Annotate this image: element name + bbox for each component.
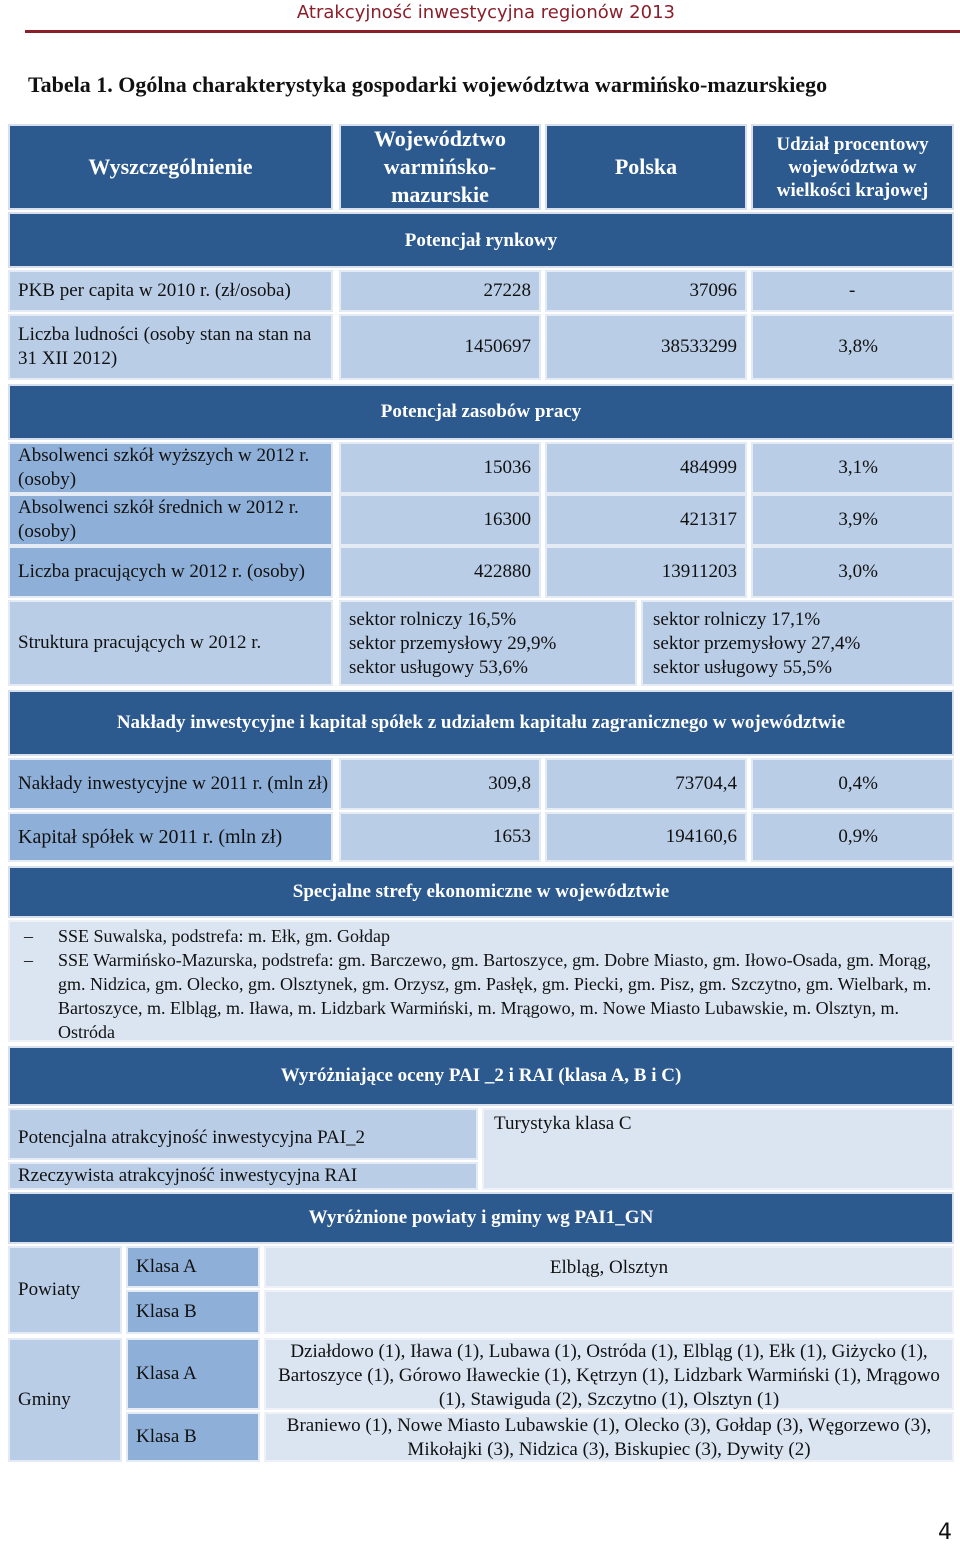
powiaty-class-a: Klasa A [126,1246,260,1288]
header-col2-label: Województwo warmińsko-mazurskie [374,126,506,207]
labor-row-1-share: 3,1% [751,442,954,494]
section-labor-label: Potencjał zasobów pracy [380,401,582,422]
section-ratings [8,1046,954,1106]
structure-label: Struktura pracujących w 2012 r. [8,600,333,686]
investment-row-2-poland: 194160,6 [545,812,747,862]
header-col1-label: Wyszczególnienie [88,154,253,179]
market-row-1-share-value: - [849,280,856,301]
header-col-wyszczegolnienie [8,124,333,210]
structure-poland-line-1: sektor rolniczy 17,1% [653,609,821,630]
gminy-class-a-value: Działdowo (1), Iława (1), Lubawa (1), Ostróda (1), Elbląg (1), Ełk (1), Giżycko (1), Bartoszyce (1), Górowo Iławeckie (1), Kętrzyn (1), Lidzbark Warmiński (1), Mrągowo (1), Stawiguda (2), Szczytno (1), Olsztyn (1) [264,1338,954,1410]
labor-row-2-label: Absolwenci szkół średnich w 2012 r. (osoby) [8,494,333,546]
market-row-1-region: 27228 [339,270,541,312]
investment-row-1-share: 0,4% [751,758,954,810]
section-market-potential [8,212,954,268]
labor-row-2-region: 16300 [339,494,541,546]
powiaty-class-b-value [264,1290,954,1334]
gminy-label: Gminy [8,1338,122,1462]
sez-item-2-text: SSE Warmińsko-Mazurska, podstrefa: gm. Barczewo, gm. Bartoszyce, gm. Dobre Miasto, gm. Iłowo-Osada, gm. Morąg, gm. Nidzica, gm. Olecko, gm. Olsztynek, gm. Orzysz, gm. Pasłęk, gm. Piecki, gm. Pisz, gm. Szczytno, gm. Wielbark, m. Bartoszyce, m. Elbląg, m. Iława, m. Lidzbark Warmiński, m. Mrągowo, m. Nowe Miasto Lubawskie, m. Olsztyn, m. Ostróda [58,950,932,1042]
sez-item-2 [10,948,938,1044]
labor-row-3-label: Liczba pracujących w 2012 r. (osoby) [8,546,333,598]
investment-row-2-region: 1653 [339,812,541,862]
sez-item-1-dash: – [24,926,33,946]
investment-row-1-poland: 73704,4 [545,758,747,810]
section-ratings-label: Wyróżniające oceny PAI _2 i RAI (klasa A, B i C) [280,1065,682,1086]
sez-item-2-dash: – [24,950,33,970]
powiaty-label: Powiaty [8,1246,122,1334]
market-row-2-poland: 38533299 [545,314,747,380]
investment-row-2-label: Kapitał spółek w 2011 r. (mln zł) [8,812,333,862]
section-sez-label: Specjalne strefy ekonomiczne w województwie [292,881,670,902]
labor-row-2-share: 3,9% [751,494,954,546]
section-labor-potential [8,384,954,440]
investment-row-1-region: 309,8 [339,758,541,810]
sez-item-1 [10,924,938,948]
table-title: Tabela 1. Ogólna charakterystyka gospodarki województwa warmińsko-mazurskiego [28,72,828,97]
section-districts [8,1192,954,1244]
market-row-2-label: Liczba ludności (osoby stan na stan na 31 XII 2012) [8,314,333,380]
gminy-class-a: Klasa A [126,1338,260,1410]
labor-row-2-poland: 421317 [545,494,747,546]
market-row-1-label: PKB per capita w 2010 r. (zł/osoba) [8,270,333,312]
powiaty-class-b: Klasa B [126,1290,260,1334]
market-row-2-region: 1450697 [339,314,541,380]
header-col4-label: Udział procentowy województwa w wielkości krajowej [776,133,929,201]
market-row-2-share: 3,8% [751,314,954,380]
header-col-share [751,124,954,210]
structure-region-line-2: sektor przemysłowy 29,9% [349,633,557,654]
market-row-1-share [751,270,954,312]
labor-row-1-poland: 484999 [545,442,747,494]
header-col3-label: Polska [614,154,678,179]
section-market-label: Potencjał rynkowy [404,230,558,251]
investment-row-1-label: Nakłady inwestycyjne w 2011 r. (mln zł) [8,758,333,810]
gminy-class-b-value: Braniewo (1), Nowe Miasto Lubawskie (1), Olecko (3), Gołdap (3), Węgorzewo (3), Mikołajki (3), Nidzica (3), Biskupiec (3), Dywity (2) [264,1412,954,1462]
rating-pai-label: Potencjalna atrakcyjność inwestycyjna PAI_2 [8,1108,478,1160]
section-investment-label: Nakłady inwestycyjne i kapitał spółek z udziałem kapitału zagranicznego w województwie [116,712,846,733]
investment-row-2-share: 0,9% [751,812,954,862]
rating-value: Turystyka klasa C [482,1108,954,1190]
structure-poland [641,600,954,686]
structure-region [339,600,637,686]
labor-row-1-region: 15036 [339,442,541,494]
market-row-1-poland: 37096 [545,270,747,312]
labor-row-3-poland: 13911203 [545,546,747,598]
structure-region-line-3: sektor usługowy 53,6% [349,657,528,678]
sez-item-1-text: SSE Suwalska, podstrefa: m. Ełk, gm. Gołdap [58,926,390,946]
powiaty-class-a-value: Elbląg, Olsztyn [264,1246,954,1288]
rating-rai-label: Rzeczywista atrakcyjność inwestycyjna RAI [8,1162,478,1190]
section-districts-label: Wyróżnione powiaty i gminy wg PAI1_GN [308,1207,654,1228]
running-head-rule [25,30,960,33]
sez-list [8,920,954,1042]
labor-row-1-label: Absolwenci szkół wyższych w 2012 r. (osoby) [8,442,333,494]
structure-poland-line-3: sektor usługowy 55,5% [653,657,832,678]
header-col-region [339,124,541,210]
labor-row-3-region: 422880 [339,546,541,598]
structure-region-line-1: sektor rolniczy 16,5% [349,609,517,630]
labor-row-3-share: 3,0% [751,546,954,598]
page-number: 4 [938,1520,952,1545]
gminy-class-b: Klasa B [126,1412,260,1462]
section-sez [8,866,954,918]
running-head: Atrakcyjność inwestycyjna regionów 2013 [0,0,960,32]
structure-poland-line-2: sektor przemysłowy 27,4% [653,633,861,654]
header-col-poland [545,124,747,210]
section-investment [8,690,954,756]
